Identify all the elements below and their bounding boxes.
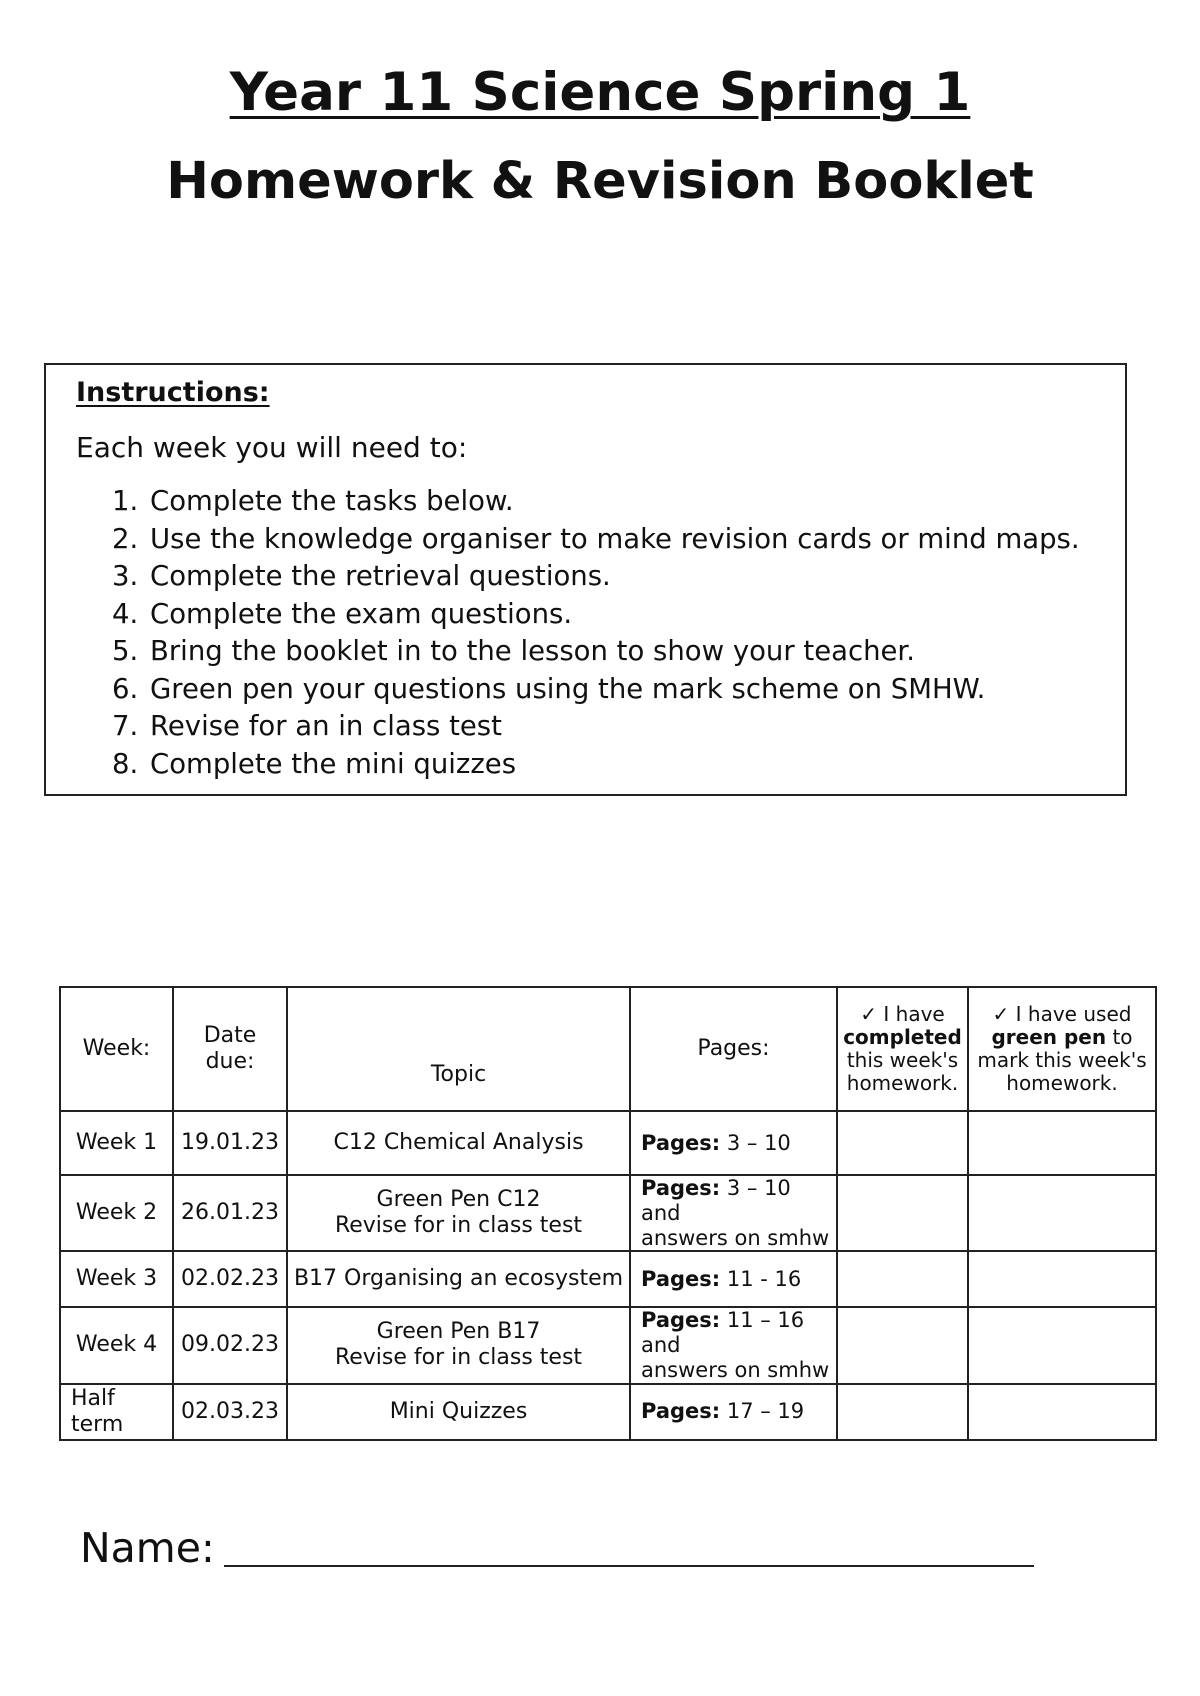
instruction-item: 8. Complete the mini quizzes bbox=[112, 747, 517, 780]
topic-cell: Green Pen C12 Revise for in class test bbox=[287, 1175, 630, 1251]
booklet-subtitle: Homework & Revision Booklet bbox=[166, 152, 1034, 211]
table-row bbox=[60, 1307, 1156, 1383]
week-cell: Week 2 bbox=[60, 1175, 173, 1251]
completed-checkbox-cell[interactable] bbox=[837, 1307, 968, 1383]
green-pen-checkbox-cell[interactable] bbox=[968, 1175, 1156, 1251]
completed-checkbox-cell[interactable] bbox=[837, 1111, 968, 1175]
date-cell: 19.01.23 bbox=[173, 1111, 287, 1175]
topic-cell: Green Pen B17 Revise for in class test bbox=[287, 1307, 630, 1383]
header-green-pen: ✓ I have used green pen to mark this week's homework. bbox=[968, 987, 1156, 1111]
title-line-1: Year 11 Science Spring 1 bbox=[229, 62, 971, 123]
table-row bbox=[60, 1384, 1156, 1440]
week-cell: Week 4 bbox=[60, 1307, 173, 1383]
instruction-item: 4. Complete the exam questions. bbox=[112, 597, 573, 630]
instruction-item: 3. Complete the retrieval questions. bbox=[112, 560, 611, 592]
instruction-item: 1. Complete the tasks below. bbox=[112, 485, 514, 517]
topic-cell: Mini Quizzes bbox=[287, 1384, 630, 1440]
instruction-item: 6. Green pen your questions using the mark scheme on SMHW. bbox=[112, 672, 986, 705]
green-pen-checkbox-cell[interactable] bbox=[968, 1111, 1156, 1175]
completed-checkbox-cell[interactable] bbox=[837, 1251, 968, 1307]
header-date: Date due: bbox=[173, 987, 287, 1111]
date-cell: 26.01.23 bbox=[173, 1175, 287, 1251]
table-row bbox=[60, 1111, 1156, 1175]
pages-cell: Pages: 3 – 10 bbox=[630, 1111, 837, 1175]
instructions-heading: Instructions: bbox=[76, 377, 270, 408]
completed-checkbox-cell[interactable] bbox=[837, 1384, 968, 1440]
table-row bbox=[60, 1251, 1156, 1307]
instruction-item: 7. Revise for an in class test bbox=[112, 710, 502, 742]
table-row bbox=[60, 1175, 1156, 1251]
pages-cell: Pages: 17 – 19 bbox=[630, 1384, 837, 1440]
header-completed: ✓ I have completed this week's homework. bbox=[837, 987, 968, 1111]
green-pen-checkbox-cell[interactable] bbox=[968, 1251, 1156, 1307]
green-pen-checkbox-cell[interactable] bbox=[968, 1384, 1156, 1440]
pages-cell: Pages: 3 – 10 and answers on smhw bbox=[630, 1175, 837, 1251]
instruction-item: 2. Use the knowledge organiser to make revision cards or mind maps. bbox=[112, 522, 1080, 555]
booklet-title bbox=[0, 62, 1200, 123]
green-pen-checkbox-cell[interactable] bbox=[968, 1307, 1156, 1383]
instructions-box bbox=[44, 363, 1127, 796]
week-cell: Week 3 bbox=[60, 1251, 173, 1307]
week-cell: Week 1 bbox=[60, 1111, 173, 1175]
name-label: Name: bbox=[80, 1524, 215, 1572]
name-input-line[interactable] bbox=[224, 1565, 1034, 1567]
week-cell: Half term bbox=[60, 1384, 173, 1440]
instructions-intro: Each week you will need to: bbox=[76, 431, 468, 464]
header-pages: Pages: bbox=[630, 987, 837, 1111]
date-cell: 02.03.23 bbox=[173, 1384, 287, 1440]
header-week: Week: bbox=[60, 987, 173, 1111]
instruction-item: 5. Bring the booklet in to the lesson to show your teacher. bbox=[112, 635, 915, 667]
instructions-list bbox=[112, 483, 1080, 783]
date-cell: 02.02.23 bbox=[173, 1251, 287, 1307]
header-topic: Topic bbox=[287, 987, 630, 1111]
topic-cell: C12 Chemical Analysis bbox=[287, 1111, 630, 1175]
pages-cell: Pages: 11 – 16 and answers on smhw bbox=[630, 1307, 837, 1383]
date-cell: 09.02.23 bbox=[173, 1307, 287, 1383]
completed-checkbox-cell[interactable] bbox=[837, 1175, 968, 1251]
homework-table bbox=[59, 986, 1157, 1441]
topic-cell: B17 Organising an ecosystem bbox=[287, 1251, 630, 1307]
pages-cell: Pages: 11 - 16 bbox=[630, 1251, 837, 1307]
